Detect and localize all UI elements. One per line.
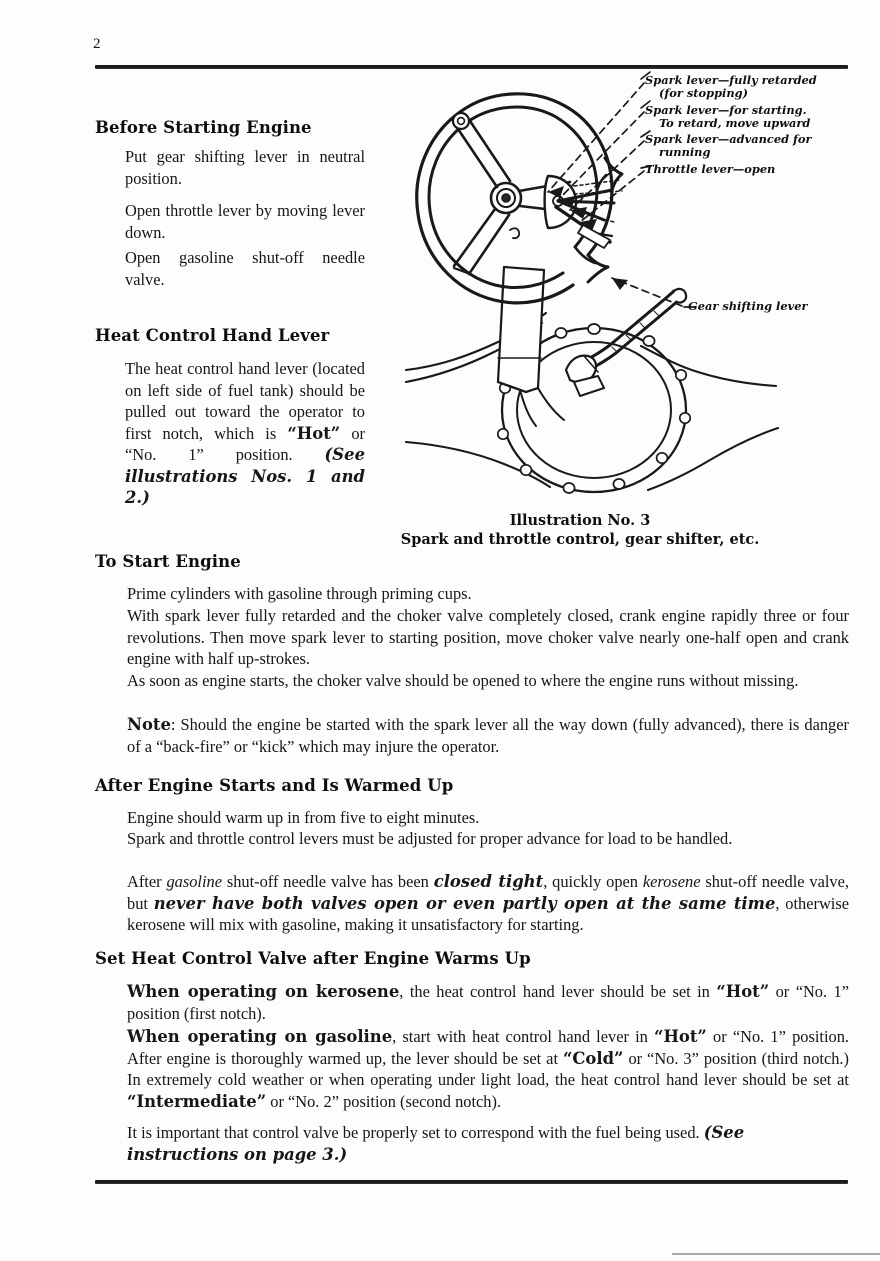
text-run: or “No. 1” position (first notch). bbox=[127, 982, 850, 1023]
lead-when-operating-gasoline: When operating on gasoline bbox=[127, 1027, 393, 1046]
emphasis-never-both-valves: never have both valves open or even partly open at the same time bbox=[153, 893, 776, 913]
callout-line-2: (for stopping) bbox=[659, 86, 749, 101]
text-run: After bbox=[127, 872, 167, 891]
callout-line-1: Spark lever—advanced for bbox=[645, 132, 812, 146]
paragraph-note-backfire bbox=[127, 714, 849, 757]
text-run: or “No. 3” position (third notch.) In extremely cold weather or when operating under light load, the heat control hand lever should be set at bbox=[127, 1048, 849, 1089]
emphasis-cold: “Cold” bbox=[562, 1048, 624, 1068]
emphasis-hot: “Hot” bbox=[654, 1027, 707, 1046]
text-run: shut-off needle valve, but bbox=[127, 872, 849, 913]
text-run: It is important that control valve be properly set to correspond with the fuel being used. bbox=[127, 1123, 704, 1142]
emphasis-see-illustrations: (See illustrations Nos. 1 and 2.) bbox=[125, 445, 365, 507]
callout-line-1: Spark lever—fully retarded bbox=[645, 73, 817, 87]
text-run: shut-off needle valve has been bbox=[221, 872, 434, 891]
text-run: or “No. 1” position. After engine is thoroughly warmed up, the lever should be set at bbox=[127, 1027, 849, 1068]
figure-caption bbox=[380, 511, 780, 549]
callout-throttle-lever-open bbox=[645, 163, 775, 176]
callout-line-2: running bbox=[659, 145, 711, 160]
heading-set-heat-control-valve: Set Heat Control Valve after Engine Warms Up bbox=[95, 949, 531, 968]
callout-spark-lever-for-starting bbox=[645, 104, 810, 130]
emphasis-closed-tight: closed tight bbox=[433, 872, 544, 891]
fuel-tank-contour bbox=[406, 313, 778, 490]
callout-spark-lever-fully-retarded bbox=[645, 74, 817, 100]
caption-line-1: Illustration No. 3 bbox=[509, 512, 651, 529]
text-run: : Should the engine be started with the spark lever all the way down (fully advanced), there is danger of a “back-fire” or “kick” which may injure the operator. bbox=[127, 715, 849, 756]
emphasis-hot: “Hot” bbox=[716, 982, 770, 1001]
lead-when-operating-kerosene: When operating on kerosene bbox=[127, 982, 400, 1001]
column-key-detail bbox=[510, 228, 519, 238]
text-run: , quickly open bbox=[543, 872, 643, 891]
callout-spark-lever-advanced bbox=[645, 133, 812, 159]
column-base-bracket bbox=[520, 388, 564, 426]
text-run: , otherwise kerosene will mix with gasoline, making it unsatisfactory for starting. bbox=[127, 893, 849, 934]
header-rule bbox=[95, 65, 848, 69]
paragraph-heat-control-hand-lever bbox=[125, 358, 365, 509]
emphasis-kerosene: kerosene bbox=[642, 872, 701, 891]
footer-rule bbox=[95, 1180, 848, 1184]
callout-line-2: To retard, move upward bbox=[659, 116, 811, 131]
paragraph-gasoline-kerosene-valves bbox=[127, 871, 849, 936]
paragraph-with-spark-lever-retarded: With spark lever fully retarded and the choker valve completely closed, crank engine rapidly three or four revolutions. Then move spark lever to starting position, move choker valve nearly one-half open and crank engine with half up-strokes. bbox=[127, 606, 849, 668]
paragraph-operating-on-gasoline bbox=[127, 1026, 849, 1112]
text-run: , the heat control hand lever should be set in bbox=[399, 982, 717, 1001]
heading-heat-control-hand-lever: Heat Control Hand Lever bbox=[95, 326, 330, 345]
paragraph-prime-cylinders: Prime cylinders with gasoline through priming cups. bbox=[127, 584, 472, 603]
heading-to-start-engine: To Start Engine bbox=[95, 552, 241, 571]
emphasis-hot: “Hot” bbox=[287, 423, 341, 443]
caption-line-2: Spark and throttle control, gear shifter, etc. bbox=[400, 531, 760, 548]
paragraph-engine-should-warm-up: Engine should warm up in from five to eight minutes. bbox=[127, 808, 480, 827]
callout-line-1: Throttle lever—open bbox=[645, 162, 776, 176]
paragraph-put-gear-shifting-lever: Put gear shifting lever in neutral position. bbox=[125, 147, 365, 188]
text-run: or “No. 1” position. bbox=[125, 423, 365, 464]
label-note: Note bbox=[127, 715, 171, 734]
scan-edge-artifact bbox=[672, 1253, 880, 1255]
paragraph-spark-throttle-adjusted: Spark and throttle control levers must be adjusted for proper advance for load to be handled. bbox=[127, 829, 733, 848]
text-run: , start with heat control hand lever in bbox=[392, 1027, 655, 1046]
paragraph-open-throttle-lever: Open throttle lever by moving lever down. bbox=[125, 201, 365, 242]
callout-gear-shifting-lever bbox=[688, 300, 808, 313]
emphasis-see-instructions: (See instructions on page 3.) bbox=[127, 1123, 745, 1164]
emphasis-intermediate: “Intermediate” bbox=[127, 1091, 267, 1111]
text-run: or “No. 2” position (second notch). bbox=[266, 1091, 502, 1111]
paragraph-operating-on-kerosene bbox=[127, 981, 849, 1024]
heading-before-starting-engine: Before Starting Engine bbox=[95, 118, 312, 137]
paragraph-as-soon-as-engine-starts: As soon as engine starts, the choker valve should be opened to where the engine runs without missing. bbox=[127, 671, 799, 690]
heading-after-engine-starts-warmed-up: After Engine Starts and Is Warmed Up bbox=[95, 776, 454, 795]
page-number: 2 bbox=[93, 36, 101, 52]
paragraph-open-gasoline-shutoff: Open gasoline shut-off needle valve. bbox=[125, 248, 365, 289]
paragraph-control-valve-important bbox=[127, 1122, 849, 1165]
text-run: The heat control hand lever (located on left side of fuel tank) should be pulled out toward the operator to first notch, which is bbox=[125, 359, 365, 443]
emphasis-gasoline: gasoline bbox=[166, 872, 222, 891]
callout-line-1: Spark lever—for starting. bbox=[645, 103, 807, 117]
callout-line-1: Gear shifting lever bbox=[688, 299, 808, 313]
